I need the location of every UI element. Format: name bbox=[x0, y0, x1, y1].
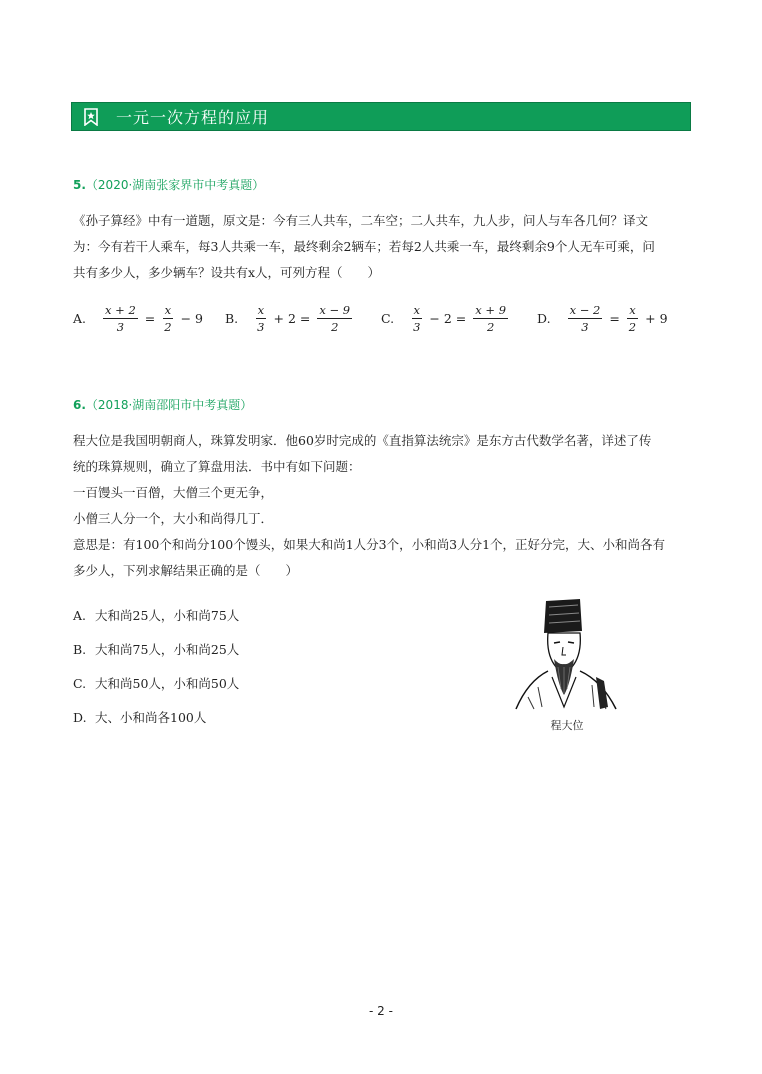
question-6-line: 一百馒头一百僧，大僧三个更无争， bbox=[73, 485, 274, 500]
choice-b[interactable]: B. 大和尚75人，小和尚25人 bbox=[73, 642, 240, 657]
fraction: $\frac{x - 2}{3}$ bbox=[569, 302, 601, 334]
question-5-options bbox=[73, 298, 693, 338]
portrait-caption: 程大位 bbox=[550, 719, 584, 732]
section-banner bbox=[71, 102, 691, 131]
fraction: $\frac{x}{3}$ bbox=[413, 302, 421, 334]
option-c[interactable]: C. $\frac{x}{3}$ − 2 = $\frac{x + 9}{2}$ bbox=[381, 302, 507, 334]
question-5-text bbox=[73, 208, 693, 286]
fraction: $\frac{x - 9}{2}$ bbox=[319, 302, 351, 334]
question-6-line: 程大位是我国明朝商人，珠算发明家．他60岁时完成的《直指算法统宗》是东方古代数学名著，详述了传 bbox=[73, 433, 652, 448]
question-6-line: 多少人，下列求解结果正确的是（ ） bbox=[73, 563, 299, 578]
fraction: $\frac{x + 9}{2}$ bbox=[475, 302, 507, 334]
option-b[interactable]: B. $\frac{x}{3}$ + 2 = $\frac{x - 9}{2}$ bbox=[225, 302, 351, 334]
option-a[interactable]: A. $\frac{x + 2}{3}$ = $\frac{x}{2}$ − 9 bbox=[73, 302, 203, 334]
bookmark-star-icon bbox=[82, 108, 100, 126]
question-6-number: 6. bbox=[73, 398, 86, 412]
question-5-header bbox=[73, 176, 264, 193]
question-6-line: 小僧三人分一个，大小和尚得几丁． bbox=[73, 511, 274, 526]
portrait-drawing bbox=[508, 597, 626, 733]
choice-a[interactable]: A. 大和尚25人，小和尚75人 bbox=[73, 608, 240, 623]
choice-d[interactable]: D. 大、小和尚各100人 bbox=[73, 710, 207, 725]
question-6-source: （2018·湖南邵阳市中考真题） bbox=[85, 398, 253, 412]
fraction: $\frac{x}{2}$ bbox=[164, 302, 172, 334]
question-6-text bbox=[73, 428, 693, 584]
fraction: $\frac{x}{3}$ bbox=[257, 302, 265, 334]
option-d[interactable]: D. $\frac{x - 2}{3}$ = $\frac{x}{2}$ + 9 bbox=[537, 302, 668, 334]
page-number: - 2 - bbox=[369, 1004, 393, 1018]
choice-c[interactable]: C. 大和尚50人，小和尚50人 bbox=[73, 676, 240, 691]
question-6-line: 意思是：有100个和尚分100个馒头，如果大和尚1人分3个，小和尚3人分1个，正好分完，大、小和尚各有 bbox=[73, 537, 666, 552]
fraction: $\frac{x}{2}$ bbox=[628, 302, 637, 334]
question-6-line: 统的珠算规则，确立了算盘用法．书中有如下问题： bbox=[73, 459, 361, 474]
portrait-illustration bbox=[508, 597, 626, 733]
fraction: $\frac{x + 2}{3}$ bbox=[105, 302, 136, 334]
question-6-header bbox=[73, 396, 252, 413]
question-5-line: 《孙子算经》中有一道题，原文是：今有三人共车，二车空；二人共车，九人步，问人与车各几何？译文 bbox=[73, 213, 649, 228]
section-title: 一元一次方程的应用 bbox=[116, 108, 270, 127]
question-5-line: 共有多少人，多少辆车？设共有x人，可列方程（ ） bbox=[73, 265, 381, 280]
question-5-line: 为：今有若干人乘车，每3人共乘一车，最终剩余2辆车；若每2人共乘一车，最终剩余9个人无车可乘，问 bbox=[73, 239, 655, 254]
question-5-number: 5. bbox=[73, 178, 86, 192]
question-5-source: （2020·湖南张家界市中考真题） bbox=[85, 178, 265, 192]
